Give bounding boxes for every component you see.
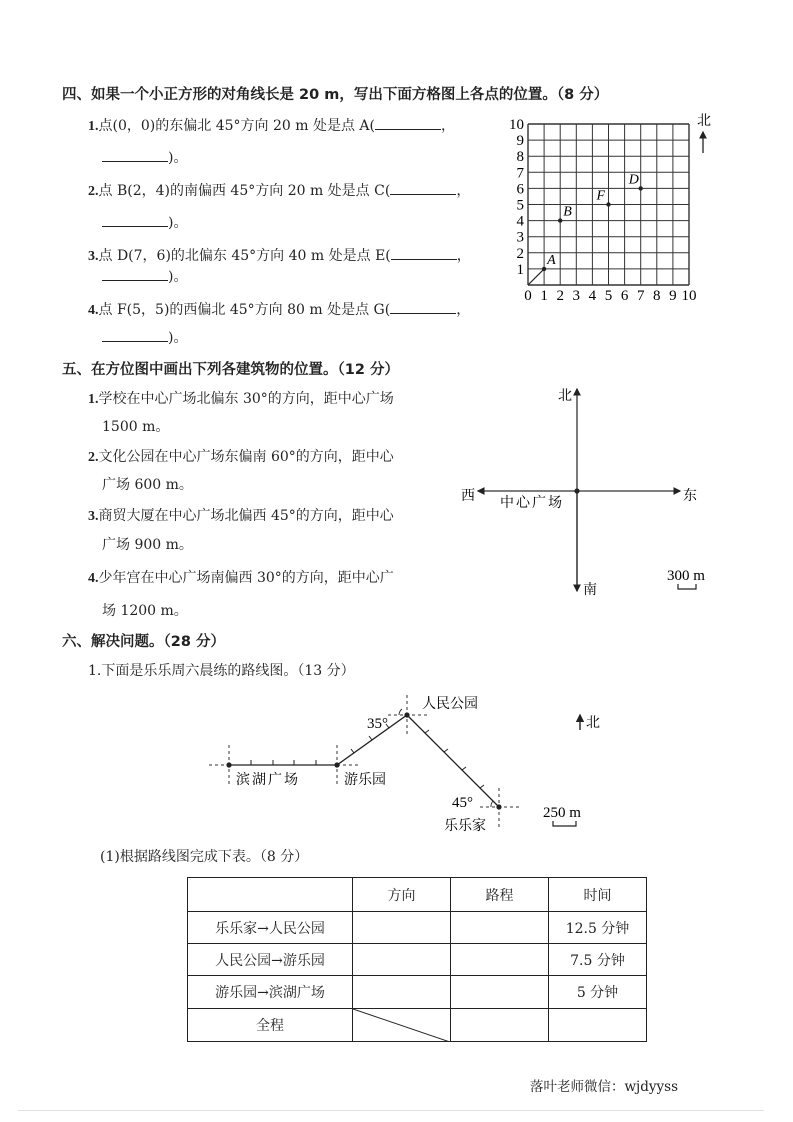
y-tick-label: 4	[516, 213, 524, 230]
x-tick-label: 6	[620, 288, 629, 304]
row-label: 游乐园→滨湖广场	[188, 976, 353, 1009]
time-cell: 12.5 分钟	[549, 912, 647, 944]
direction-cell[interactable]	[353, 976, 451, 1009]
x-tick-label: 1	[540, 288, 548, 304]
s4-question-1: 1.点(0，0)的东偏北 45°方向 20 m 处是点 A( ，	[88, 118, 455, 134]
angle-45: 45°	[452, 795, 473, 811]
distance-cell[interactable]	[451, 976, 549, 1009]
answer-blank[interactable]	[390, 182, 456, 195]
table-header-row	[188, 878, 647, 912]
row-label: 人民公园→游乐园	[188, 944, 353, 976]
center-point	[574, 488, 579, 493]
point-d	[639, 186, 643, 190]
direction-cell[interactable]	[353, 912, 451, 944]
direction-cell-crossed	[353, 1009, 451, 1042]
table-row	[188, 944, 647, 976]
s5-question-4-cont: 场 1200 m。	[102, 603, 188, 619]
section-5-title: 五、在方位图中画出下列各建筑物的位置。（12 分）	[62, 362, 399, 378]
s5-question-2-cont: 广场 600 m。	[102, 477, 193, 493]
scale-label: 300 m	[667, 568, 705, 584]
row-label: 全程	[188, 1009, 353, 1042]
angle-35: 35°	[367, 716, 388, 732]
place-amusement-park: 游乐园	[344, 773, 386, 788]
s4-question-2: 2.点 B(2，4)的南偏西 45°方向 20 m 处是点 C( ，	[88, 183, 471, 199]
place-people-park: 人民公园	[422, 697, 478, 712]
answer-blank[interactable]	[391, 247, 457, 260]
point-a	[542, 267, 546, 271]
north-label: 北	[697, 114, 711, 129]
distance-cell[interactable]	[451, 1009, 549, 1042]
s5-question-1: 1.学校在中心广场北偏东 30°的方向，距中心广场	[88, 391, 394, 407]
s4-question-3: 3.点 D(7，6)的北偏东 45°方向 40 m 处是点 E( ，	[88, 248, 471, 264]
s5-question-4: 4.少年宫在中心广场南偏西 30°的方向，距中心广	[88, 570, 394, 586]
point-label-b: B	[563, 204, 572, 220]
y-tick-label: 9	[516, 133, 524, 150]
place-binhu-plaza: 滨湖广场	[236, 773, 300, 788]
north-label: 北	[586, 716, 600, 731]
center-label: 中心广场	[500, 496, 564, 511]
time-cell: 5 分钟	[549, 976, 647, 1009]
north-label: 北	[558, 389, 572, 404]
s4-question-1-cont: )。	[102, 147, 187, 167]
x-tick-label: 0	[524, 288, 532, 304]
point-label-d: D	[628, 172, 639, 188]
x-tick-label: 7	[636, 288, 645, 304]
answer-blank[interactable]	[390, 301, 456, 314]
point-label-f: F	[596, 188, 606, 204]
s4-question-3-cont: )。	[102, 266, 187, 286]
s6-question-1: 1.下面是乐乐周六晨练的路线图。（13 分）	[88, 663, 355, 679]
x-tick-label: 5	[604, 288, 613, 304]
section-6-title: 六、解决问题。（28 分）	[62, 634, 225, 650]
y-tick-label: 2	[516, 245, 524, 262]
s6-subquestion-1: (1)根据路线图完成下表。（8 分）	[100, 849, 309, 865]
place-lele-home: 乐乐家	[444, 819, 486, 834]
direction-cell[interactable]	[353, 944, 451, 976]
y-tick-label: 6	[516, 181, 524, 198]
section-4-title: 四、如果一个小正方形的对角线长是 20 m，写出下面方格图上各点的位置。（8 分）	[62, 87, 609, 103]
x-tick-label: 10	[681, 288, 697, 304]
distance-cell[interactable]	[451, 944, 549, 976]
x-tick-label: 9	[669, 288, 677, 304]
header-cell: 时间	[549, 878, 647, 912]
footer-watermark: 落叶老师微信：wjdyyss	[530, 1079, 678, 1095]
segment-origin-to-a	[528, 269, 544, 285]
x-tick-label: 3	[572, 288, 581, 304]
answer-blank[interactable]	[375, 117, 441, 130]
diagonal-strike	[353, 1009, 450, 1042]
x-tick-label: 4	[588, 288, 597, 304]
scale-bar	[678, 584, 696, 589]
coordinate-grid	[500, 105, 720, 305]
x-tick-label: 2	[556, 288, 564, 304]
y-tick-label: 1	[516, 261, 524, 278]
point-label-a: A	[547, 252, 556, 268]
time-cell[interactable]	[549, 1009, 647, 1042]
answer-blank[interactable]	[102, 329, 168, 342]
header-cell: 方向	[353, 878, 451, 912]
route-path	[229, 715, 499, 807]
south-label: 南	[583, 583, 597, 598]
answer-blank[interactable]	[102, 268, 168, 281]
header-cell	[188, 878, 353, 912]
route-table	[187, 877, 647, 1042]
point-b	[558, 218, 562, 222]
s5-question-3: 3.商贸大厦在中心广场北偏西 45°的方向，距中心	[88, 508, 394, 524]
west-label: 西	[461, 489, 475, 504]
s4-question-2-cont: )。	[102, 212, 187, 232]
time-cell: 7.5 分钟	[549, 944, 647, 976]
s4-question-4: 4.点 F(5，5)的西偏北 45°方向 80 m 处是点 G( ，	[88, 302, 471, 318]
s4-question-4-cont: )。	[102, 327, 187, 347]
answer-blank[interactable]	[102, 149, 168, 162]
y-tick-label: 3	[516, 229, 524, 246]
distance-cell[interactable]	[451, 912, 549, 944]
route-map	[200, 690, 620, 840]
s5-question-1-cont: 1500 m。	[102, 419, 170, 435]
east-label: 东	[683, 489, 697, 504]
compass-diagram	[450, 380, 720, 600]
point-f	[606, 202, 610, 206]
bottom-divider	[18, 1110, 764, 1111]
y-tick-label: 7	[516, 165, 524, 182]
y-tick-label: 5	[516, 197, 524, 214]
table-row	[188, 976, 647, 1009]
scale-bar	[553, 821, 576, 826]
header-cell: 路程	[451, 878, 549, 912]
y-tick-label: 10	[509, 117, 524, 133]
y-tick-label: 8	[516, 149, 524, 166]
s5-question-2: 2.文化公园在中心广场东偏南 60°的方向，距中心	[88, 449, 394, 465]
table-row	[188, 912, 647, 944]
scale-label: 250 m	[543, 805, 581, 821]
x-tick-label: 8	[653, 288, 661, 304]
table-row	[188, 1009, 647, 1042]
row-label: 乐乐家→人民公园	[188, 912, 353, 944]
answer-blank[interactable]	[102, 214, 168, 227]
s5-question-3-cont: 广场 900 m。	[102, 537, 193, 553]
